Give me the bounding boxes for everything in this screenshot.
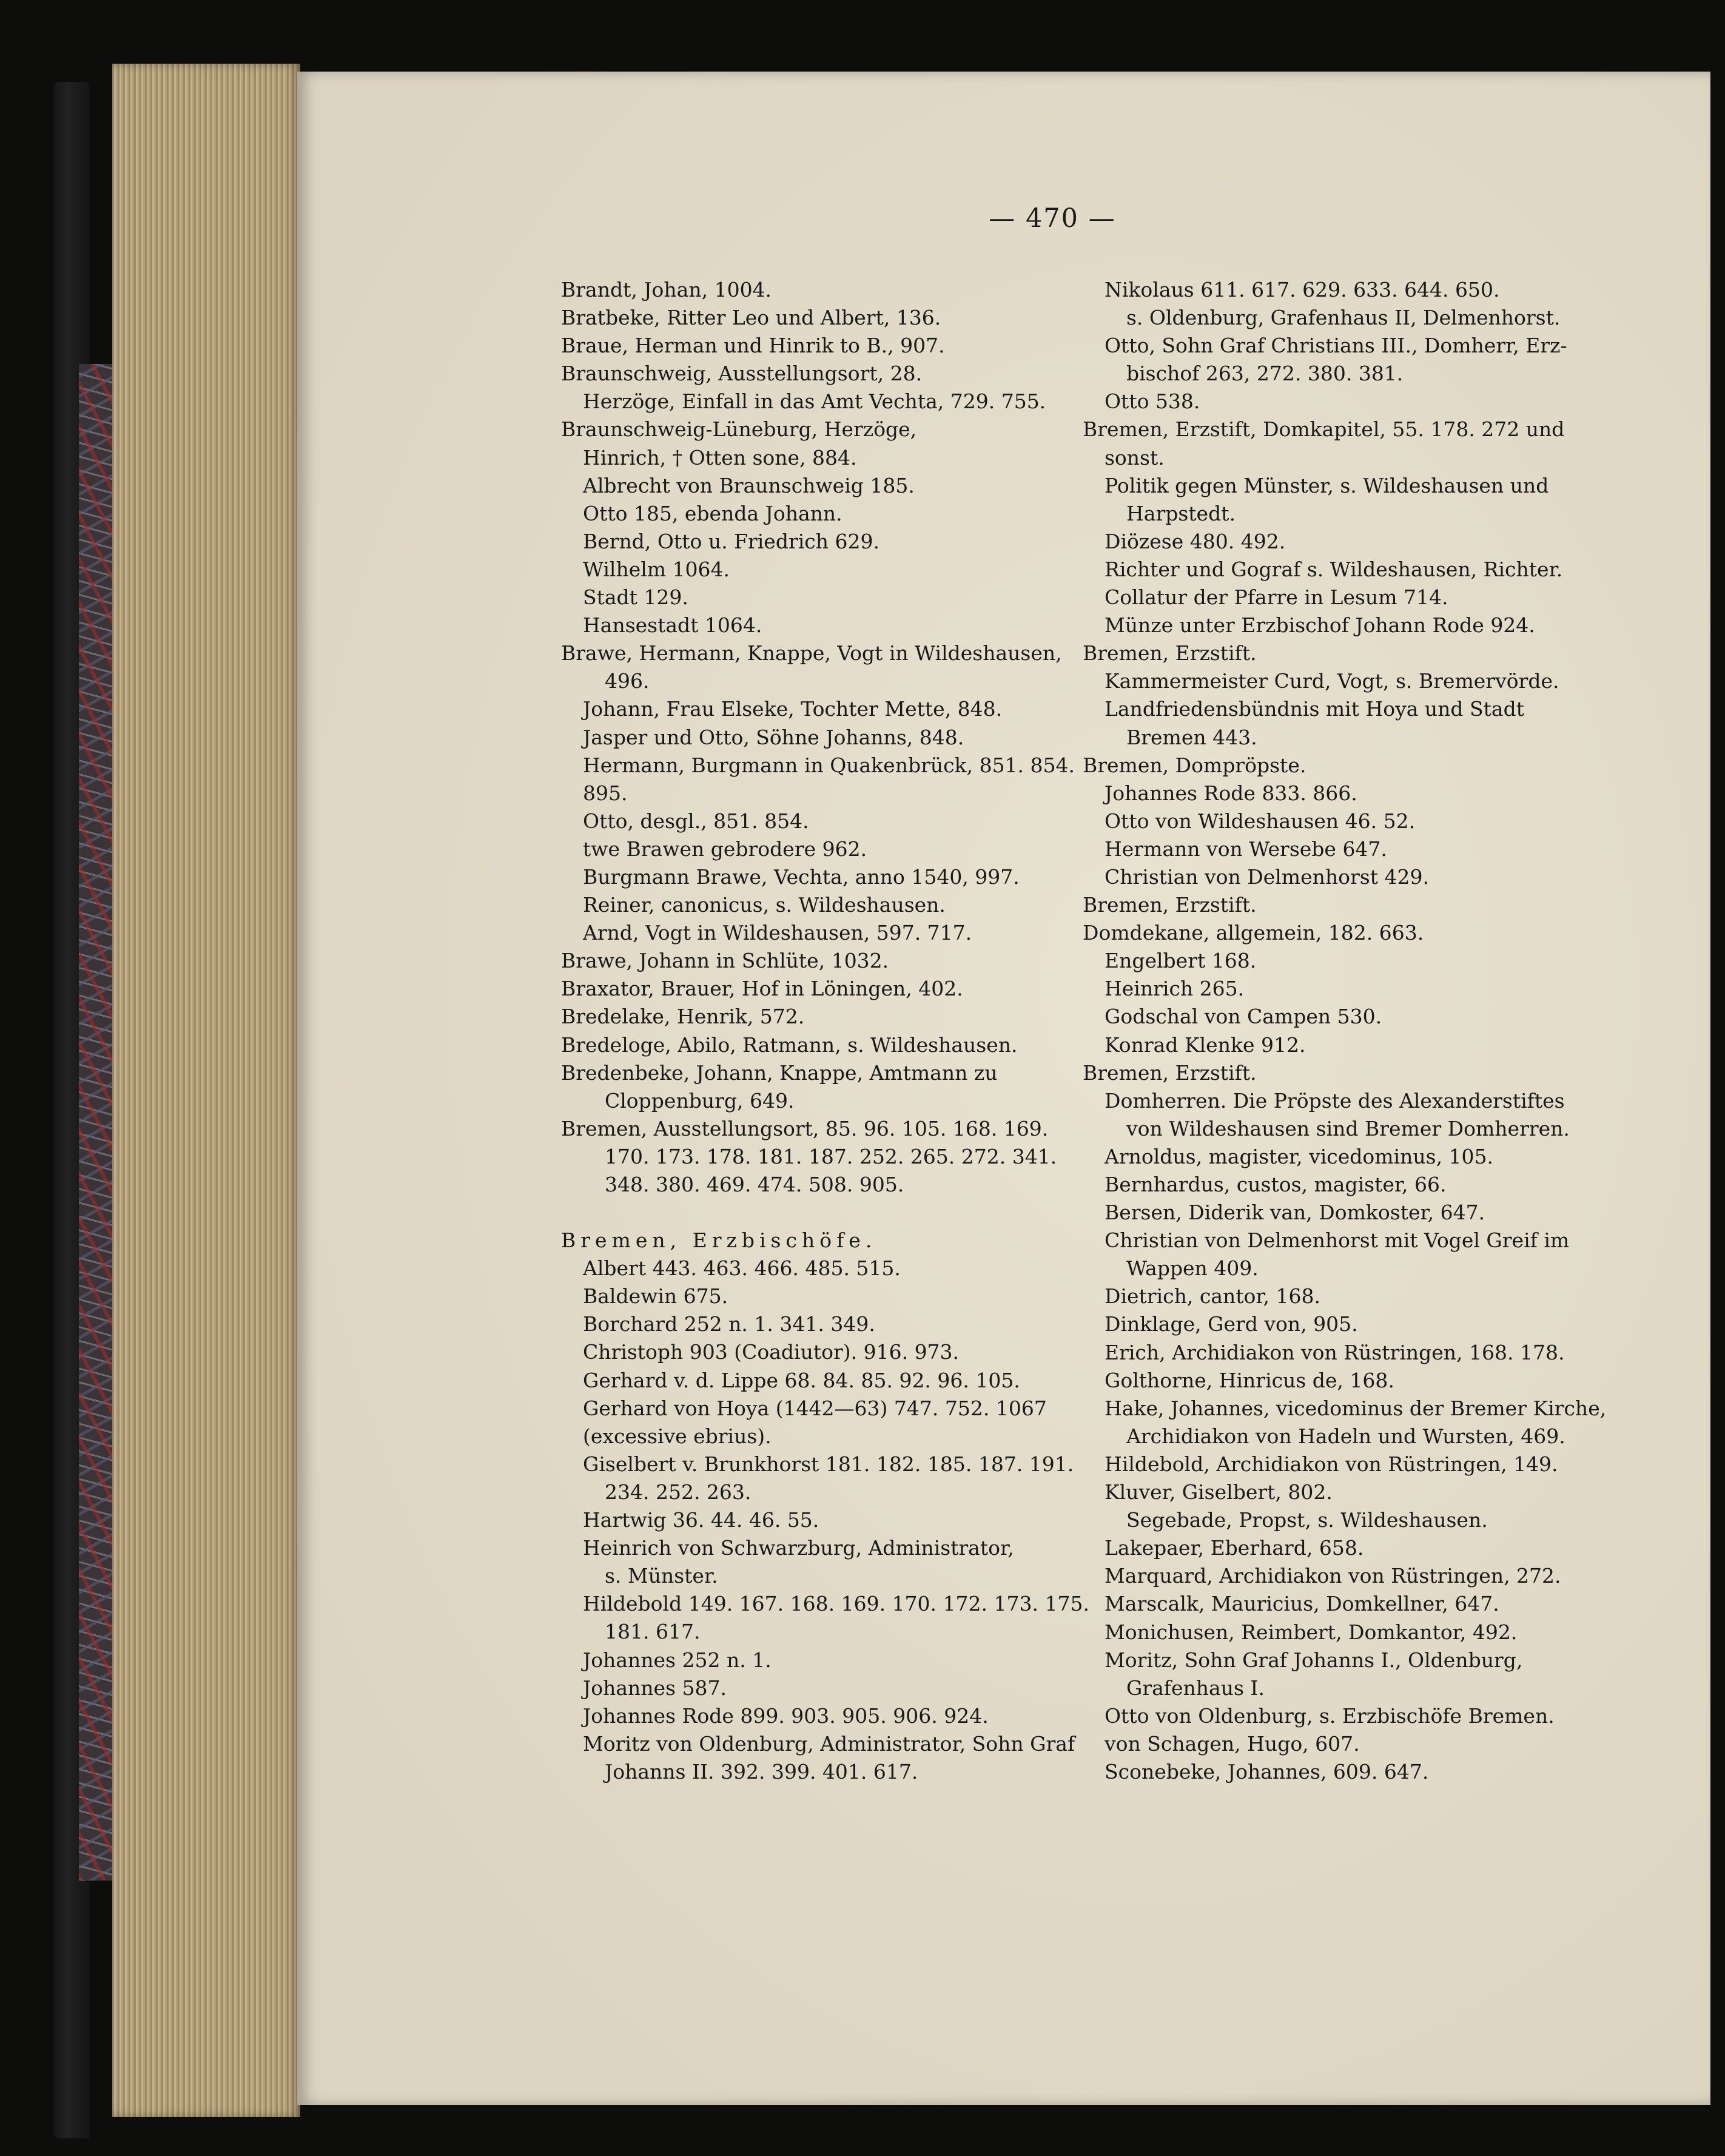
index-entry: Bredelake, Henrik, 572. [561,1005,805,1029]
index-entry: Braxator, Brauer, Hof in Löningen, 402. [561,977,963,1001]
index-subentry: Marscalk, Mauricius, Domkellner, 647. [1105,1592,1499,1616]
index-subentry: Reiner, canonicus, s. Wildeshausen. [583,893,946,917]
index-entry: Brandt, Johan, 1004. [561,278,772,302]
index-subentry: Archidiakon von Hadeln und Wursten, 469. [1126,1424,1565,1448]
index-subentry: Dietrich, cantor, 168. [1105,1284,1320,1309]
blank-line [561,1199,1058,1227]
index-subentry: Erich, Archidiakon von Rüstringen, 168. 178. [1105,1340,1565,1364]
index-subentry: Johannes Rode 833. 866. [1105,781,1357,805]
index-subentry: Landfriedensbündnis mit Hoya und Stadt [1105,697,1524,721]
index-subentry: von Wildeshausen sind Bremer Domherren. [1126,1116,1570,1140]
index-subentry: Borchard 252 n. 1. 341. 349. [583,1312,875,1336]
index-subentry: Giselbert v. Brunkhorst 181. 182. 185. 187. 191. [583,1452,1074,1476]
index-entry: Braue, Herman und Hinrik to B., 907. [561,334,945,358]
index-subentry: Johann, Frau Elseke, Tochter Mette, 848. [583,697,1003,721]
index-subentry: Harpstedt. [1126,501,1236,525]
index-entry: Bredenbeke, Johann, Knappe, Amtmann zu [561,1060,998,1085]
index-subentry: Albert 443. 463. 466. 485. 515. [583,1256,901,1281]
index-subentry: sonst. [1105,445,1165,470]
index-subentry: Hansestadt 1064. [583,613,762,638]
index-subentry: Politik gegen Münster, s. Wildeshausen und [1105,473,1549,497]
index-subentry: Otto, desgl., 851. 854. [583,809,809,833]
page-number: — 470 — [989,203,1116,234]
index-subentry: Otto 538. [1105,389,1200,414]
index-subentry: Kammermeister Curd, Vogt, s. Bremervörde. [1105,669,1559,693]
index-subentry: Baldewin 675. [583,1284,728,1309]
index-subentry: Christian von Delmenhorst 429. [1105,864,1429,889]
index-subentry: Christian von Delmenhorst mit Vogel Greif im [1105,1228,1570,1253]
index-column-right [1083,276,1607,1786]
index-entry: Brawe, Hermann, Knappe, Vogt in Wildeshausen, [561,641,1062,665]
index-subentry: Hildebold 149. 167. 168. 169. 170. 172. 173. 175. [583,1592,1089,1616]
index-subentry: Herzöge, Einfall in das Amt Vechta, 729. 755. [583,389,1046,414]
index-entry: Bremen, Ausstellungsort, 85. 96. 105. 168. 169. [561,1116,1049,1140]
index-subentry: Hildebold, Archidiakon von Rüstringen, 149. [1105,1452,1558,1476]
index-subentry: Hermann von Wersebe 647. [1105,837,1387,861]
index-entry: Bredeloge, Abilo, Ratmann, s. Wildeshausen. [561,1033,1018,1057]
index-subentry: Golthorne, Hinricus de, 168. [1105,1368,1394,1392]
index-subentry: Gerhard v. d. Lippe 68. 84. 85. 92. 96. 105. [583,1368,1020,1392]
index-subentry: Marquard, Archidiakon von Rüstringen, 272. [1105,1564,1561,1588]
index-subentry: 348. 380. 469. 474. 508. 905. [605,1173,904,1196]
index-subentry: Wilhelm 1064. [583,557,730,581]
index-subentry: Bersen, Diderik van, Domkoster, 647. [1105,1201,1485,1225]
index-subentry: twe Brawen gebrodere 962. [583,837,867,861]
index-subentry: Christoph 903 (Coadiutor). 916. 973. [583,1340,960,1364]
index-subentry: Hinrich, † Otten sone, 884. [583,445,857,470]
index-subentry: Nikolaus 611. 617. 629. 633. 644. 650. [1105,278,1500,302]
index-entry: Bremen, Dompröpste. [1083,753,1306,777]
index-subentry: Stadt 129. [583,585,688,610]
index-subentry: Hartwig 36. 44. 46. 55. [583,1508,819,1532]
index-subentry: Cloppenburg, 649. [605,1088,795,1113]
index-subentry: (excessive ebrius). [583,1424,772,1448]
index-subentry: 234. 252. 263. [605,1480,752,1504]
index-subentry: Münze unter Erzbischof Johann Rode 924. [1105,613,1535,638]
index-subentry: Jasper und Otto, Söhne Johanns, 848. [583,725,964,749]
index-subentry: Arnoldus, magister, vicedominus, 105. [1105,1144,1494,1168]
index-subentry: Heinrich 265. [1105,977,1245,1001]
index-subentry: Arnd, Vogt in Wildeshausen, 597. 717. [583,921,972,945]
index-subentry: Albrecht von Braunschweig 185. [583,473,915,497]
index-column-left [561,276,1089,1786]
index-entry: Bremen, Erzstift. [1083,641,1257,665]
index-subentry: Konrad Klenke 912. [1105,1033,1306,1057]
index-subentry: Otto von Wildeshausen 46. 52. [1105,809,1416,833]
index-subentry: Sconebeke, Johannes, 609. 647. [1105,1759,1429,1784]
index-subentry: Bernd, Otto u. Friedrich 629. [583,529,879,553]
index-subentry: Burgmann Brawe, Vechta, anno 1540, 997. [583,864,1020,889]
index-entry: Bremen, Erzstift, Domkapitel, 55. 178. 272 und [1083,417,1565,442]
index-subentry: Johannes 587. [583,1676,727,1700]
index-subentry: 895. [583,781,628,805]
index-subentry: Bernhardus, custos, magister, 66. [1105,1173,1447,1196]
index-entry: Braunschweig-Lüneburg, Herzöge, [561,417,917,442]
index-subentry: Engelbert 168. [1105,949,1257,973]
index-subentry: Wappen 409. [1126,1256,1259,1281]
index-subentry: Hermann, Burgmann in Quakenbrück, 851. 854. [583,753,1075,777]
index-subentry: Domherren. Die Pröpste des Alexanderstiftes [1105,1088,1565,1113]
index-subentry: Gerhard von Hoya (1442—63) 747. 752. 1067 [583,1396,1047,1420]
index-subentry: Collatur der Pfarre in Lesum 714. [1105,585,1448,610]
index-subentry: Kluver, Giselbert, 802. [1105,1480,1333,1504]
index-subentry: Lakepaer, Eberhard, 658. [1105,1536,1364,1560]
index-subentry: Segebade, Propst, s. Wildeshausen. [1126,1508,1488,1532]
index-entry: Braunschweig, Ausstellungsort, 28. [561,362,923,386]
index-subentry: Otto von Oldenburg, s. Erzbischöfe Bremen. [1105,1703,1555,1728]
index-entry: Bremen, Erzbischöfe. [561,1228,877,1253]
index-subentry: Godschal von Campen 530. [1105,1005,1382,1029]
index-subentry: Bremen 443. [1126,725,1257,749]
index-subentry: s. Münster. [605,1564,718,1588]
page-edges [112,64,300,2117]
index-entry: Domdekane, allgemein, 182. 663. [1083,921,1424,945]
index-subentry: Diözese 480. 492. [1105,529,1286,553]
index-subentry: Heinrich von Schwarzburg, Administrator, [583,1536,1014,1560]
index-entry: Bratbeke, Ritter Leo und Albert, 136. [561,306,941,330]
index-subentry: Johannes Rode 899. 903. 905. 906. 924. [583,1703,989,1728]
index-entry: Brawe, Johann in Schlüte, 1032. [561,949,889,973]
index-subentry: s. Oldenburg, Grafenhaus II, Delmenhorst. [1126,306,1561,330]
index-subentry: 181. 617. [605,1620,701,1644]
index-subentry: Johanns II. 392. 399. 401. 617. [605,1759,918,1784]
index-subentry: Moritz, Sohn Graf Johanns I., Oldenburg, [1105,1648,1523,1672]
index-entry: Bremen, Erzstift. [1083,893,1257,917]
index-subentry: Johannes 252 n. 1. [583,1648,772,1672]
index-subentry: Monichusen, Reimbert, Domkantor, 492. [1105,1620,1518,1644]
index-subentry: Hake, Johannes, vicedominus der Bremer Kirche, [1105,1396,1607,1420]
index-subentry: 170. 173. 178. 181. 187. 252. 265. 272. 341. [605,1144,1057,1168]
index-subentry: Dinklage, Gerd von, 905. [1105,1312,1358,1336]
index-subentry: Grafenhaus I. [1126,1676,1265,1700]
index-subentry: Otto, Sohn Graf Christians III., Domherr, Erz- [1105,334,1567,358]
index-subentry: Otto 185, ebenda Johann. [583,501,842,525]
index-entry: Bremen, Erzstift. [1083,1060,1257,1085]
index-subentry: Richter und Gograf s. Wildeshausen, Richter. [1105,557,1563,581]
index-subentry: Moritz von Oldenburg, Administrator, Sohn Graf [583,1731,1075,1756]
index-subentry: von Schagen, Hugo, 607. [1105,1731,1360,1756]
index-subentry: 496. [605,669,650,693]
index-subentry: bischof 263, 272. 380. 381. [1126,362,1404,386]
